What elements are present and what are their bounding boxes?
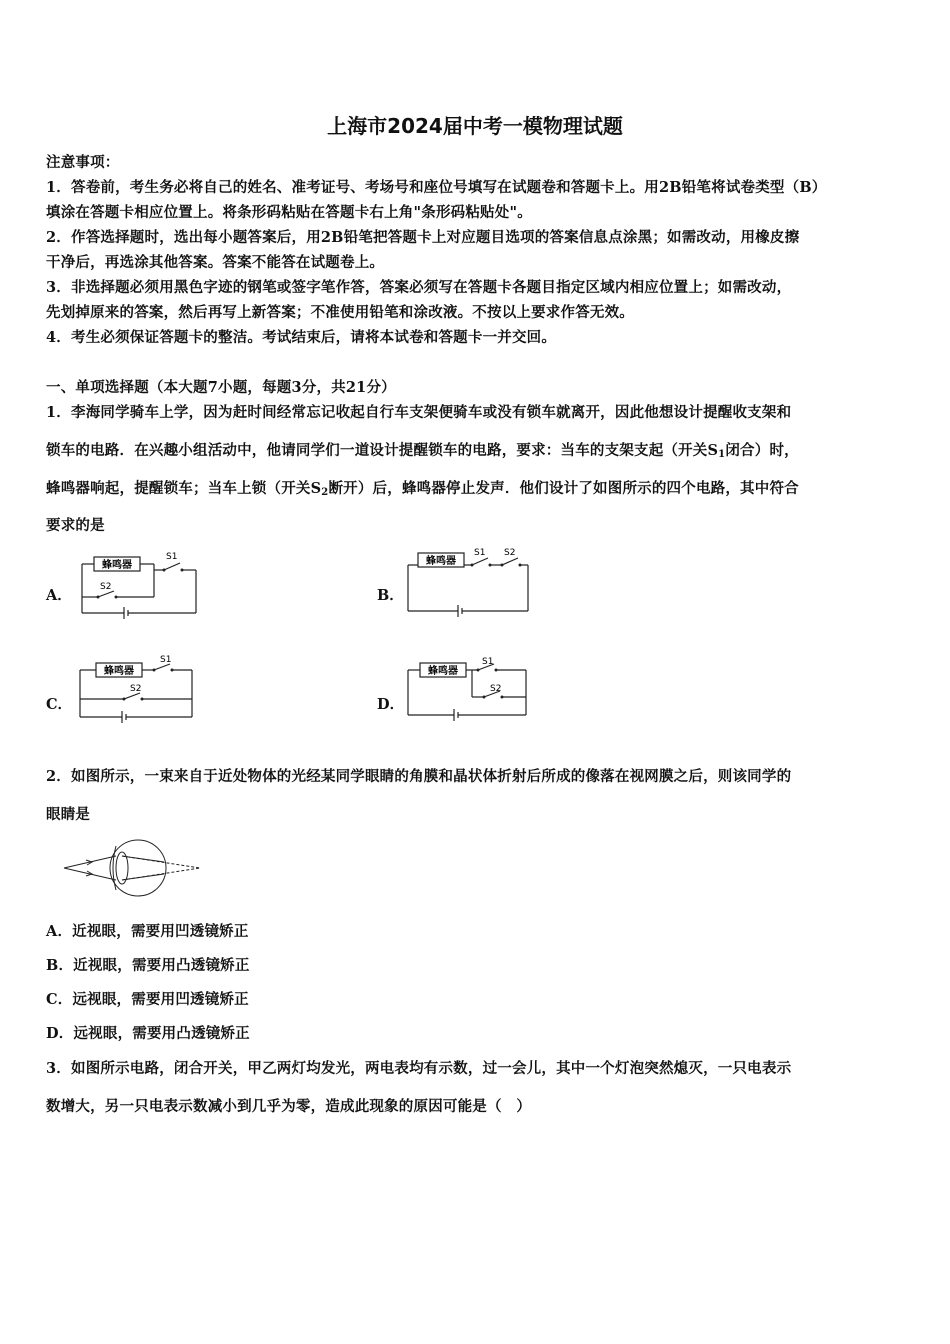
section-heading: 一、单项选择题（本大题7小题，每题3分，共21分） (46, 379, 396, 396)
q1-option-d-label[interactable]: D． (377, 696, 405, 713)
circuit-a-s2-label: S2 (100, 582, 112, 592)
notice-line-3: 2．作答选择题时，选出每小题答案后，用2B铅笔把答题卡上对应题目选项的答案信息点涂黑；如需改动，用橡皮擦 (46, 229, 800, 246)
circuit-b-s2-label: S2 (504, 548, 516, 558)
circuit-c-s2-label: S2 (130, 684, 142, 694)
notice-line-6: 先划掉原来的答案，然后再写上新答案；不准使用铅笔和涂改液。不按以上要求作答无效。 (46, 304, 634, 321)
circuit-c-buzzer-label: 蜂鸣器 (104, 666, 134, 677)
notice-line-2: 填涂在答题卡相应位置上。将条形码粘贴在答题卡右上角"条形码粘贴处"。 (46, 204, 532, 221)
circuit-d-diagram (400, 655, 540, 735)
q2-line-2: 眼睛是 (46, 806, 91, 823)
circuit-b-diagram (400, 543, 540, 623)
q1-line-3: 蜂鸣器响起，提醒锁车；当车上锁（开关$S_2$断开）后，蜂鸣器停止发声．他们设计了如图所示的四个电路，其中符合 (46, 480, 799, 498)
circuit-a-s1-label: S1 (166, 552, 178, 562)
notice-line-1: 1．答卷前，考生务必将自己的姓名、准考证号、考场号和座位号填写在试题卷和答题卡上。用2B铅笔将试卷类型（B） (46, 179, 827, 196)
circuit-a-diagram (64, 545, 204, 625)
circuit-b-buzzer-label: 蜂鸣器 (426, 556, 456, 567)
q1-line-4: 要求的是 (46, 517, 105, 534)
q1-option-b-label[interactable]: B． (377, 587, 404, 604)
circuit-d-buzzer-label: 蜂鸣器 (428, 666, 458, 677)
q3-line-1: 3．如图所示电路，闭合开关，甲乙两灯均发光，两电表均有示数，过一会儿，其中一个灯泡突然熄灭，一只电表示 (46, 1060, 792, 1077)
circuit-d-s1-label: S1 (482, 657, 494, 667)
q1-line-1: 1．李海同学骑车上学，因为赶时间经常忘记收起自行车支架便骑车或没有锁车就离开，因此他想设计提醒收支架和 (46, 404, 792, 421)
circuit-c-diagram (64, 653, 204, 733)
notice-line-4: 干净后，再选涂其他答案。答案不能答在试题卷上。 (46, 254, 385, 271)
notice-heading: 注意事项： (46, 154, 120, 171)
q2-line-1: 2．如图所示，一束来自于近处物体的光经某同学眼睛的角膜和晶状体折射后所成的像落在视网膜之后，则该同学的 (46, 768, 792, 785)
q1-option-a-label[interactable]: A． (46, 587, 72, 604)
q2-option-d[interactable]: D．远视眼，需要用凸透镜矫正 (46, 1025, 250, 1042)
circuit-c-s1-label: S1 (160, 655, 172, 665)
circuit-a-buzzer-label: 蜂鸣器 (102, 560, 132, 571)
page-title: 上海市2024届中考一模物理试题 (327, 114, 623, 138)
circuit-b-s1-label: S1 (474, 548, 486, 558)
circuit-d-s2-label: S2 (490, 684, 502, 694)
q1-line-2: 锁车的电路．在兴趣小组活动中，他请同学们一道设计提醒锁车的电路，要求：当车的支架支起（开关$S_1$闭合）时， (46, 442, 799, 460)
q2-option-a[interactable]: A．近视眼，需要用凹透镜矫正 (46, 923, 249, 940)
q2-option-c[interactable]: C．远视眼，需要用凹透镜矫正 (46, 991, 249, 1008)
q1-option-c-label[interactable]: C． (46, 696, 73, 713)
notice-line-5: 3．非选择题必须用黑色字迹的钢笔或签字笔作答，答案必须写在答题卡各题目指定区域内相应位置上；如需改动， (46, 279, 792, 296)
notice-line-7: 4．考生必须保证答题卡的整洁。考试结束后，请将本试卷和答题卡一并交回。 (46, 329, 557, 346)
eye-diagram (60, 836, 210, 904)
q3-line-2: 数增大，另一只电表示数减小到几乎为零，造成此现象的原因可能是（ ） (46, 1098, 532, 1115)
q2-option-b[interactable]: B．近视眼，需要用凸透镜矫正 (46, 957, 250, 974)
